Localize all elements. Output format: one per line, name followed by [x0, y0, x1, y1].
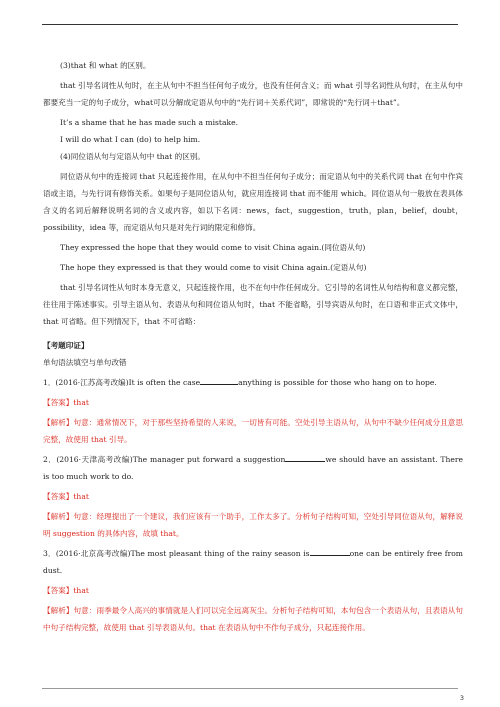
- page-number: 3: [459, 694, 464, 702]
- section3-heading: (3)that 和 what 的区别。: [60, 61, 151, 70]
- exam-section-title: 【考题印证】: [43, 341, 89, 350]
- section3-paragraph: that 引导名词性从句时，在主从句中不担当任何句子成分，也没有任何含义；而 what 引导名词性从句时，在主从句中都要充当一定的句子成分，what可以分解成定语从句中的“先行词＋关系代词”，即常说的“先行词＋that”。: [43, 81, 463, 107]
- analysis-1: 【解析】句意：通常情况下，对于那些坚持希望的人来说，一切皆有可能。空处引导主语从句，从句中不缺少任何成分且意思完整，故使用 that 引导。: [43, 418, 463, 444]
- section4-heading: (4)同位语从句与定语从句中 that 的区别。: [60, 152, 206, 161]
- page-content: [43, 57, 463, 636]
- answer-1: 【答案】that: [43, 398, 89, 407]
- exam-section-subtitle: 单句语法填空与单句改错: [43, 358, 127, 367]
- answer-3: 【答案】that: [43, 586, 89, 595]
- analysis-2: 【解析】句意：经理提出了一个建议，我们应该有一个助手，工作太多了。分析句子结构可知，空处引导同位语从句，解释说明 suggestion 的具体内容，故填 that。: [43, 512, 463, 538]
- question-3: 3．(2016·北京高考改编)The most pleasant thing of the rainy season is one can be entirely free from dust.: [43, 549, 463, 575]
- section4-note: that 引导名词性从句时本身无意义，只起连接作用，也不在句中作任何成分。它引导的名词性从句结构和意义都完整，往往用于陈述事实。引导主语从句、表语从句和同位语从句时，that 不能省略，引导宾语从句时，在口语和非正式文体中，that 可省略。但下列情况下，that 不可省略：: [43, 283, 463, 326]
- header-rule: [42, 24, 458, 25]
- question-1: 1．(2016·江苏高考改编)It is often the case anything is possible for those who hang on to hope.: [43, 378, 437, 387]
- answer-blank: [310, 547, 350, 556]
- example-sentence: The hope they expressed is that they would come to visit China again.(定语从句): [60, 263, 367, 272]
- footer-rule: [42, 688, 458, 689]
- answer-2: 【答案】that: [43, 492, 89, 501]
- answer-blank: [285, 453, 325, 462]
- analysis-3: 【解析】句意：雨季最令人高兴的事情就是人们可以完全远离灰尘。分析句子结构可知，本句包含一个表语从句，且表语从句中句子结构完整，故使用 that 引导表语从句。that 在表语从句中不作句子成分，只起连接作用。: [43, 606, 463, 632]
- example-sentence: They expressed the hope that they would come to visit China again.(同位语从句): [60, 243, 366, 252]
- example-sentence: I will do what I can (do) to help him.: [60, 135, 201, 144]
- answer-blank: [200, 376, 238, 385]
- example-sentence: It’s a shame that he has made such a mistake.: [60, 118, 239, 127]
- question-2: 2．(2016·天津高考改编)The manager put forward a suggestion we should have an assistant. There is too much work to do.: [43, 455, 463, 481]
- section4-paragraph: 同位语从句中的连接词 that 只起连接作用，在从句中不担当任何句子成分；而定语从句中的关系代词 that 在句中作宾语或主语，与先行词有修饰关系。如果句子是同位语从句，就应用连接词 that 而不能用 which。同位语从句一般放在表具体含义的名词后解释说明名词的含义或内容，如以下名词：news，fact，suggestion，truth，plan，belief，doubt，possibility，idea 等，而定语从句只是对先行词的限定和修饰。: [43, 172, 463, 232]
